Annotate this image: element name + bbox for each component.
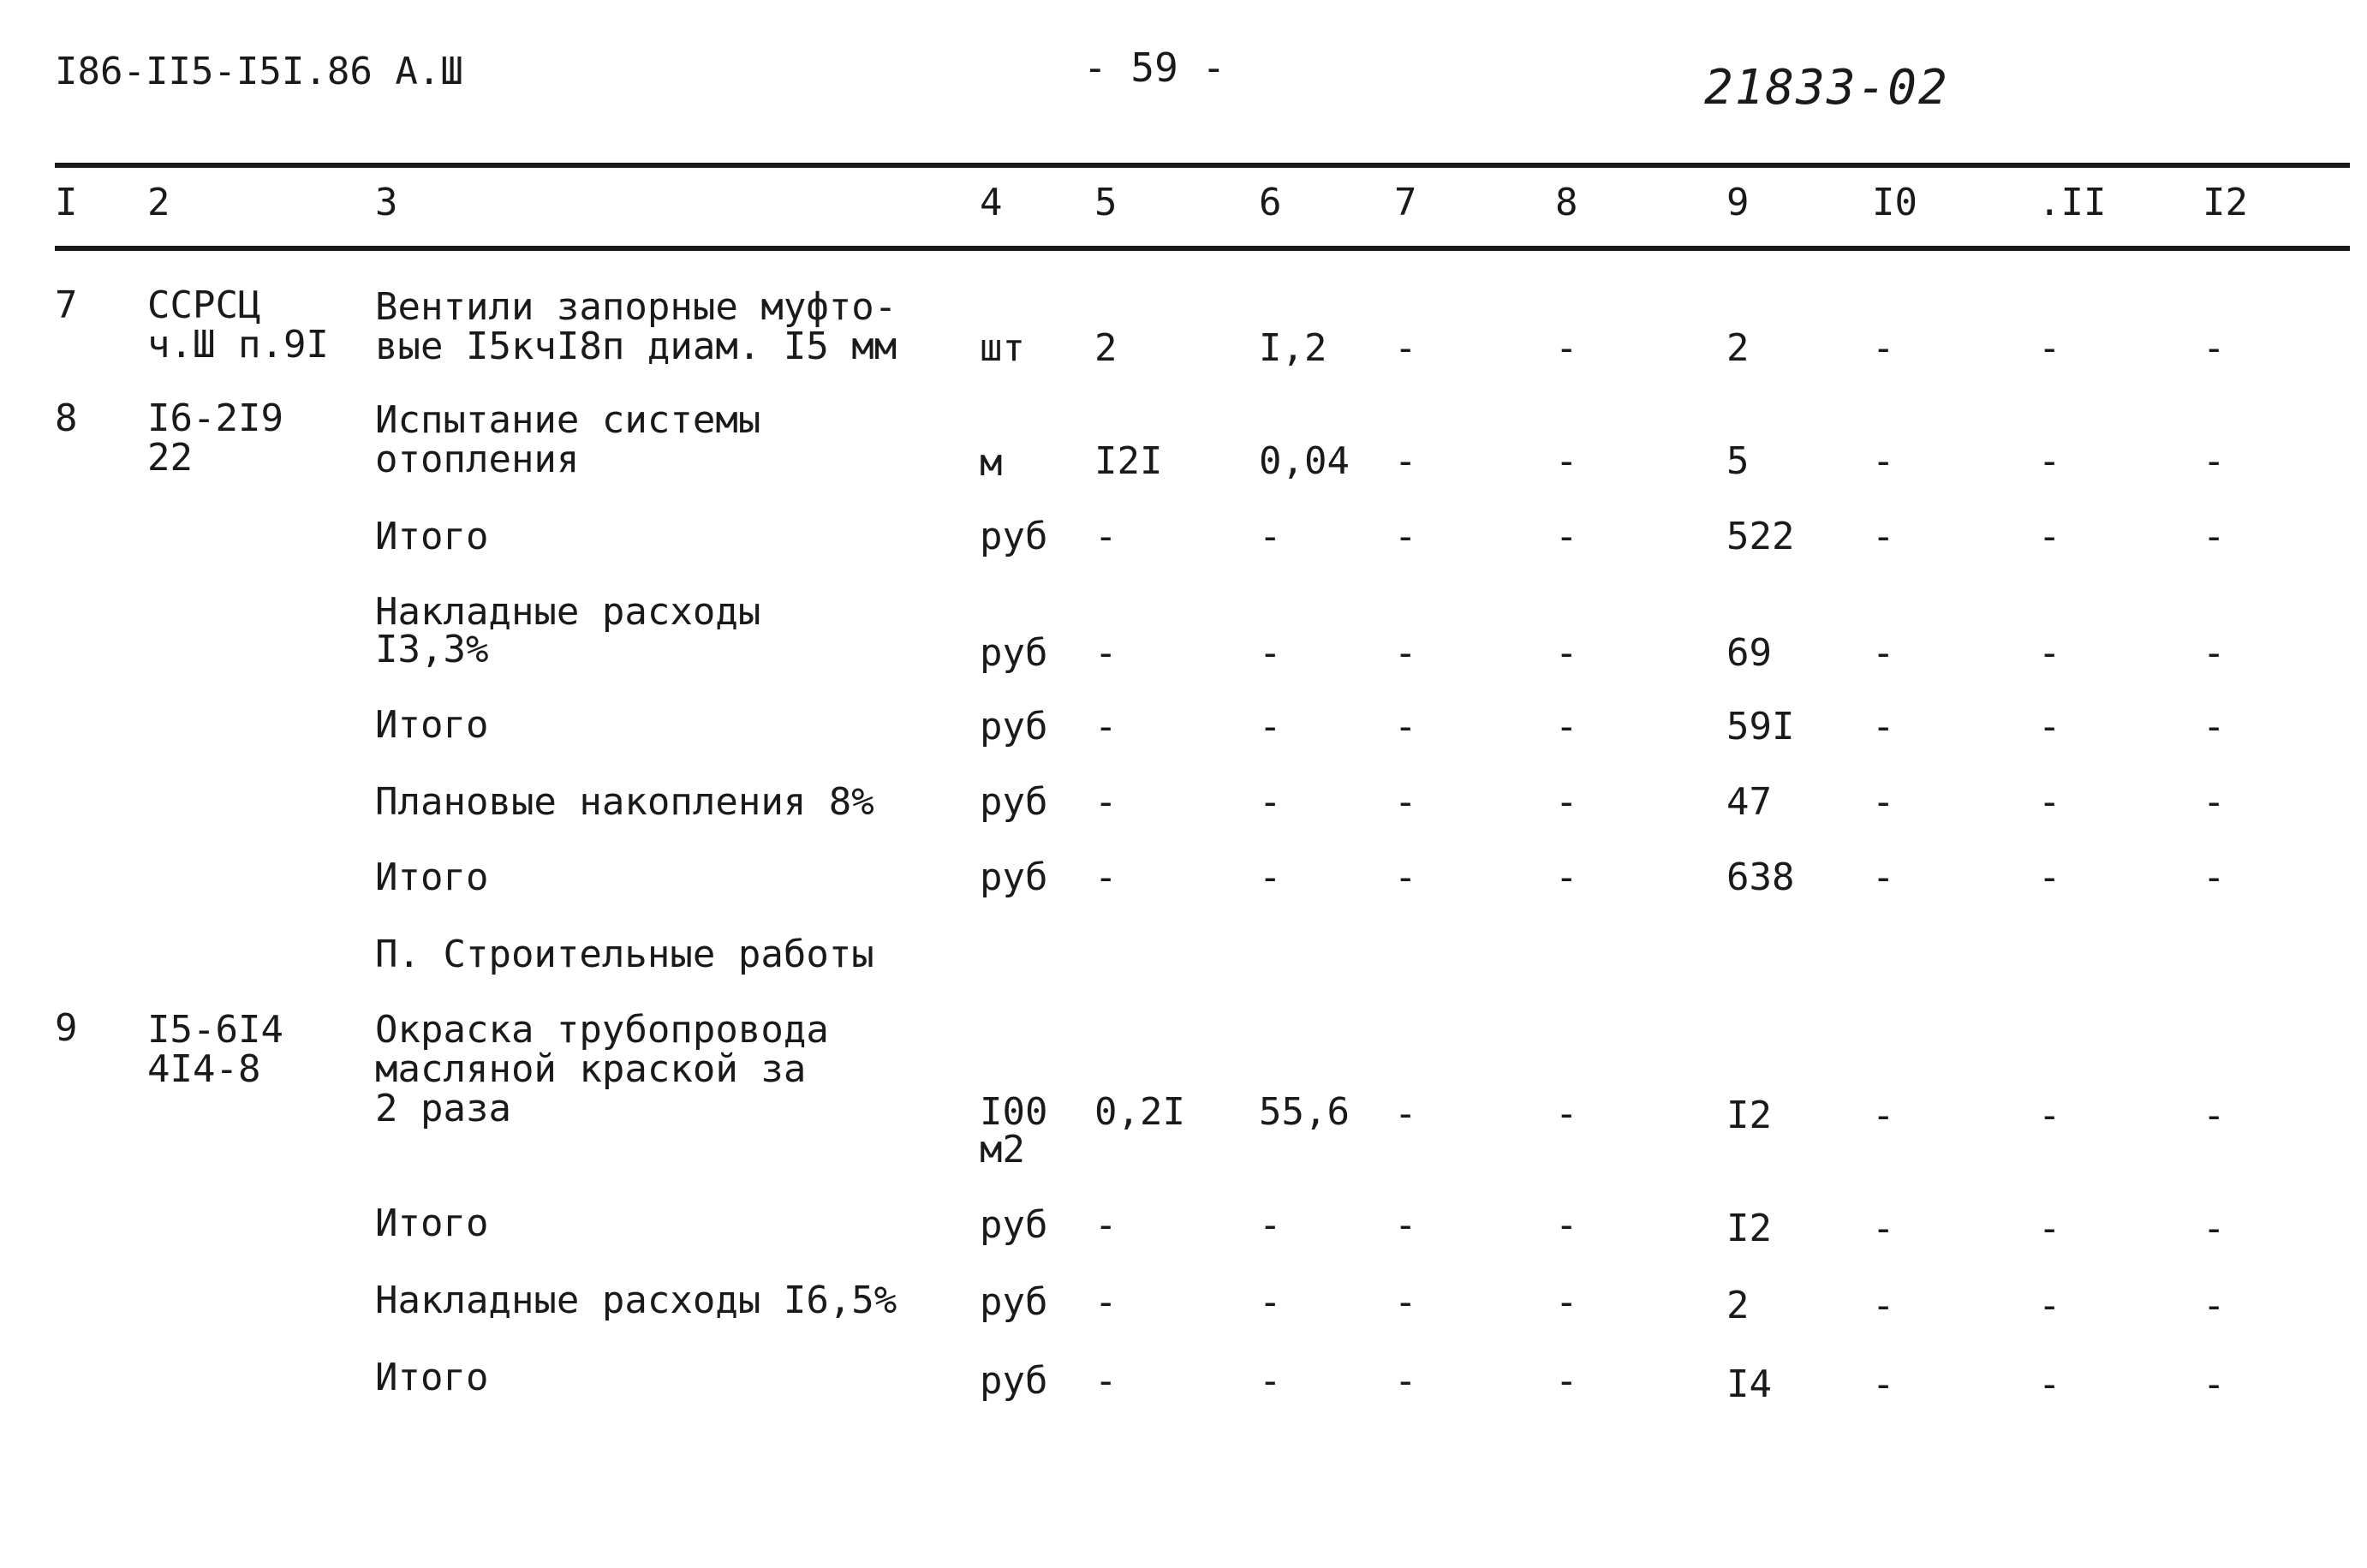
cell-col-5: - [1094, 1280, 1118, 1324]
work-name: Итого [375, 1201, 489, 1245]
cell-col-11: - [2038, 515, 2061, 558]
cell-col-10: - [1872, 1207, 1895, 1250]
cell-col-9: 638 [1726, 856, 1795, 899]
work-name: Окраска трубопровода [375, 1008, 829, 1052]
cell-col-5: 0,2I [1094, 1090, 1185, 1134]
cell-col-11: - [2038, 780, 2061, 824]
cell-col-8: - [1555, 439, 1578, 483]
cell-col-6: - [1259, 856, 1282, 899]
cell-col-8: - [1555, 1203, 1578, 1247]
cell-col-9: I2 [1726, 1207, 1772, 1250]
cell-col-11: - [2038, 1207, 2061, 1250]
cell-col-9: 59I [1726, 705, 1795, 748]
cell-col-7: - [1394, 631, 1417, 675]
cell-col-10: - [1872, 1284, 1895, 1327]
cell-col-11: - [2038, 1284, 2061, 1327]
cell-col-9: 522 [1726, 515, 1795, 558]
row-number: 8 [55, 396, 78, 440]
cell-col-5: - [1094, 1359, 1118, 1403]
unit: руб [980, 515, 1048, 558]
cell-col-12: - [2203, 631, 2226, 675]
norm-code-line-2: 4I4-8 [147, 1047, 261, 1091]
cell-col-10: - [1872, 1362, 1895, 1406]
cell-col-5: - [1094, 515, 1118, 558]
row-number: 7 [55, 283, 78, 327]
norm-code: I5-6I4 [147, 1008, 283, 1052]
cell-col-6: - [1259, 515, 1282, 558]
cell-col-7: - [1394, 326, 1417, 370]
cell-col-9: 2 [1726, 326, 1750, 370]
work-name-line-2: масляной краской за [375, 1047, 807, 1091]
cell-col-10: - [1872, 780, 1895, 824]
cell-col-9: I4 [1726, 1362, 1772, 1406]
cell-col-12: - [2203, 515, 2226, 558]
page-number: - 59 - [1083, 45, 1226, 91]
work-name: Накладные расходы I6,5% [375, 1279, 897, 1322]
cell-col-7: - [1394, 705, 1417, 748]
column-header-6: 6 [1259, 181, 1282, 224]
work-name: Итого [375, 1356, 489, 1399]
cell-col-11: - [2038, 439, 2061, 483]
cell-col-9: 69 [1726, 631, 1772, 675]
cell-col-6: - [1259, 1280, 1282, 1324]
work-name: Итого [375, 515, 489, 558]
unit: руб [980, 705, 1048, 748]
work-name: Испытание системы [375, 398, 761, 442]
column-header-9: 9 [1726, 181, 1750, 224]
column-header-8: 8 [1555, 181, 1578, 224]
norm-code: I6-2I9 [147, 396, 283, 440]
cell-col-12: - [2203, 1284, 2226, 1327]
cell-col-11: - [2038, 705, 2061, 748]
unit: руб [980, 1280, 1048, 1324]
cell-col-12: - [2203, 439, 2226, 483]
cell-col-7: - [1394, 1280, 1417, 1324]
cell-col-8: - [1555, 705, 1578, 748]
cell-col-6: 55,6 [1259, 1090, 1350, 1134]
cell-col-10: - [1872, 856, 1895, 899]
cell-col-5: - [1094, 856, 1118, 899]
unit: руб [980, 780, 1048, 824]
cell-col-12: - [2203, 780, 2226, 824]
cell-col-6: I,2 [1259, 326, 1327, 370]
cell-col-11: - [2038, 1362, 2061, 1406]
work-name-line-2: вые I5кчI8п диам. I5 мм [375, 325, 897, 368]
cell-col-10: - [1872, 439, 1895, 483]
column-header-4: 4 [980, 181, 1003, 224]
cell-col-6: - [1259, 1203, 1282, 1247]
cell-col-7: - [1394, 780, 1417, 824]
cell-col-8: - [1555, 856, 1578, 899]
work-name: Итого [375, 703, 489, 747]
cell-col-12: - [2203, 1362, 2226, 1406]
cell-col-12: - [2203, 1094, 2226, 1137]
norm-code-line-2: 22 [147, 436, 193, 480]
section-heading: П. Строительные работы [375, 933, 874, 976]
cell-col-12: - [2203, 705, 2226, 748]
norm-code: ССРСЦ [147, 283, 261, 327]
column-header-1: I [55, 181, 78, 224]
cell-col-6: - [1259, 780, 1282, 824]
column-header-10: I0 [1872, 181, 1917, 224]
unit: руб [980, 1359, 1048, 1403]
document-code: I86-II5-I5I.86 A.Ш [55, 50, 463, 93]
column-header-11: .II [2038, 181, 2107, 224]
cell-col-5: - [1094, 1203, 1118, 1247]
unit: руб [980, 631, 1048, 675]
cell-col-11: - [2038, 856, 2061, 899]
column-header-2: 2 [147, 181, 170, 224]
cell-col-6: - [1259, 1359, 1282, 1403]
unit: шт [980, 326, 1025, 370]
cell-col-7: - [1394, 515, 1417, 558]
work-name-line-2: I3,3% [375, 628, 489, 671]
cell-col-10: - [1872, 705, 1895, 748]
norm-code-line-2: ч.Ш п.9I [147, 323, 329, 367]
cell-col-11: - [2038, 1094, 2061, 1137]
header-bottom-rule [55, 246, 2350, 251]
cell-col-5: 2 [1094, 326, 1118, 370]
cell-col-11: - [2038, 631, 2061, 675]
column-header-7: 7 [1394, 181, 1417, 224]
cell-col-12: - [2203, 326, 2226, 370]
cell-col-6: - [1259, 631, 1282, 675]
cell-col-9: 5 [1726, 439, 1750, 483]
cell-col-9: 47 [1726, 780, 1772, 824]
unit: руб [980, 856, 1048, 899]
cell-col-5: I2I [1094, 439, 1163, 483]
cell-col-7: - [1394, 1203, 1417, 1247]
cell-col-8: - [1555, 1280, 1578, 1324]
cell-col-6: - [1259, 705, 1282, 748]
cell-col-8: - [1555, 780, 1578, 824]
cell-col-7: - [1394, 1092, 1417, 1136]
cell-col-11: - [2038, 326, 2061, 370]
column-header-12: I2 [2203, 181, 2248, 224]
cell-col-5: - [1094, 631, 1118, 675]
unit: руб [980, 1203, 1048, 1247]
unit: м [980, 441, 1003, 485]
cell-col-7: - [1394, 1359, 1417, 1403]
work-name: Вентили запорные муфто- [375, 285, 897, 329]
column-header-5: 5 [1094, 181, 1118, 224]
cell-col-10: - [1872, 631, 1895, 675]
row-number: 9 [55, 1006, 78, 1050]
cell-col-8: - [1555, 1092, 1578, 1136]
unit: I00 [980, 1090, 1048, 1134]
work-name: Плановые накопления 8% [375, 780, 874, 824]
cell-col-12: - [2203, 1207, 2226, 1250]
cell-col-10: - [1872, 515, 1895, 558]
column-header-3: 3 [375, 181, 398, 224]
cell-col-10: - [1872, 1094, 1895, 1137]
cell-col-9: I2 [1726, 1094, 1772, 1137]
cell-col-10: - [1872, 326, 1895, 370]
cell-col-12: - [2203, 856, 2226, 899]
cell-col-8: - [1555, 515, 1578, 558]
cell-col-8: - [1555, 631, 1578, 675]
cell-col-7: - [1394, 856, 1417, 899]
work-name-line-3: 2 раза [375, 1087, 511, 1130]
unit-line-2: м2 [980, 1128, 1025, 1172]
work-name: Итого [375, 856, 489, 899]
work-name: Накладные расходы [375, 590, 761, 634]
document-number: 21833-02 [1704, 60, 1949, 116]
cell-col-6: 0,04 [1259, 439, 1350, 483]
cell-col-8: - [1555, 1359, 1578, 1403]
cell-col-5: - [1094, 780, 1118, 824]
cell-col-8: - [1555, 326, 1578, 370]
cell-col-5: - [1094, 705, 1118, 748]
work-name-line-2: отопления [375, 438, 580, 481]
table-top-rule [55, 163, 2350, 168]
cell-col-9: 2 [1726, 1284, 1750, 1327]
cell-col-7: - [1394, 439, 1417, 483]
